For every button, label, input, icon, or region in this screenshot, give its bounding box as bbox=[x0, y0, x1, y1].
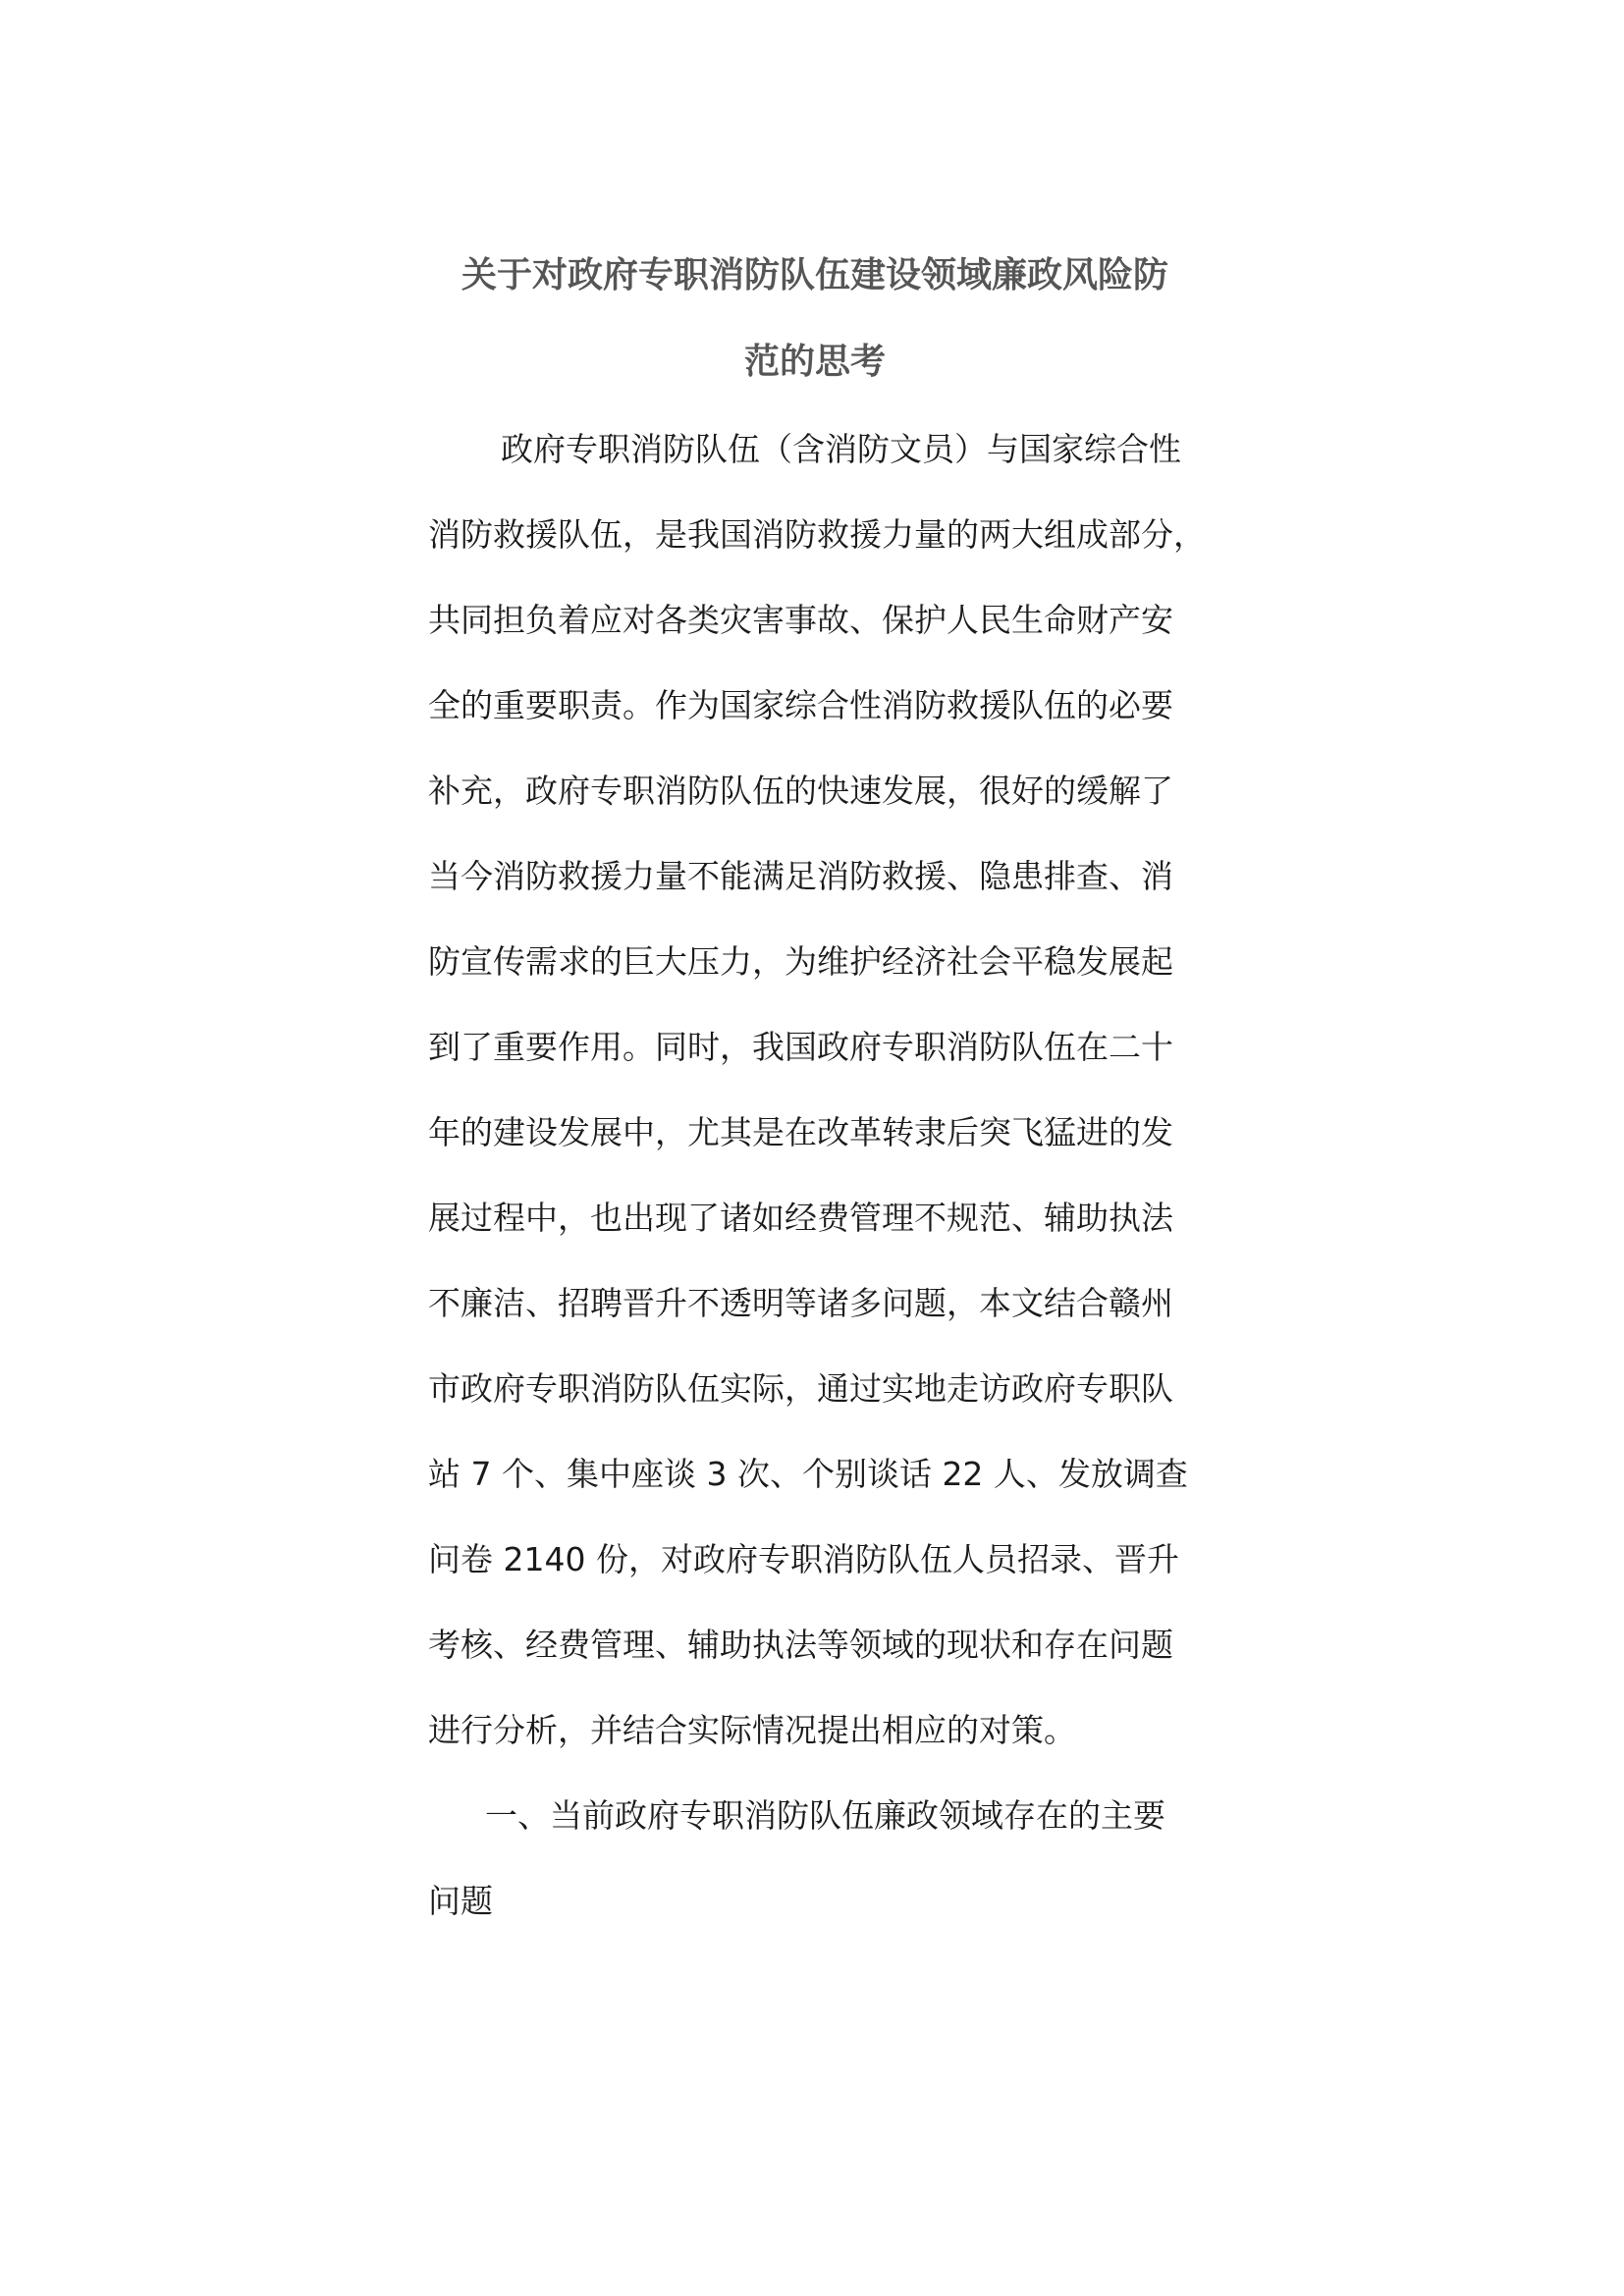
paragraph-line: 不廉洁、招聘晋升不透明等诸多问题，本文结合赣州 bbox=[428, 1284, 1173, 1322]
paragraph-line: 消防救援队伍，是我国消防救援力量的两大组成部分， bbox=[428, 515, 1206, 554]
paragraph-line: 考核、经费管理、辅助执法等领域的现状和存在问题 bbox=[428, 1626, 1173, 1664]
paragraph-line: 防宣传需求的巨大压力，为维护经济社会平稳发展起 bbox=[428, 942, 1173, 981]
paragraph-line: 共同担负着应对各类灾害事故、保护人民生命财产安 bbox=[428, 601, 1173, 639]
paragraph-line: 展过程中，也出现了诸如经费管理不规范、辅助执法 bbox=[428, 1199, 1173, 1237]
paragraph-line: 站 7 个、集中座谈 3 次、个别谈话 22 人、发放调查 bbox=[428, 1455, 1188, 1493]
document-title-line-1: 关于对政府专职消防队伍建设领域廉政风险防 bbox=[460, 255, 1168, 295]
section-heading-line-1: 一、当前政府专职消防队伍廉政领域存在的主要 bbox=[485, 1796, 1165, 1835]
section-heading-line-2: 问题 bbox=[428, 1882, 493, 1920]
paragraph-line: 市政府专职消防队伍实际，通过实地走访政府专职队 bbox=[428, 1369, 1173, 1408]
paragraph-line: 进行分析，并结合实际情况提出相应的对策。 bbox=[428, 1711, 1076, 1749]
paragraph-line: 当今消防救援力量不能满足消防救援、隐患排查、消 bbox=[428, 857, 1173, 895]
paragraph-line: 问卷 2140 份，对政府专职消防队伍人员招录、晋升 bbox=[428, 1540, 1179, 1578]
paragraph-line: 政府专职消防队伍（含消防文员）与国家综合性 bbox=[501, 430, 1181, 468]
paragraph-line: 年的建设发展中，尤其是在改革转隶后突飞猛进的发 bbox=[428, 1113, 1173, 1151]
paragraph-line: 到了重要作用。同时，我国政府专职消防队伍在二十 bbox=[428, 1028, 1173, 1066]
paragraph-line: 补充，政府专职消防队伍的快速发展，很好的缓解了 bbox=[428, 772, 1173, 810]
paragraph-line: 全的重要职责。作为国家综合性消防救援队伍的必要 bbox=[428, 686, 1173, 724]
document-title-line-2: 范的思考 bbox=[743, 342, 886, 382]
